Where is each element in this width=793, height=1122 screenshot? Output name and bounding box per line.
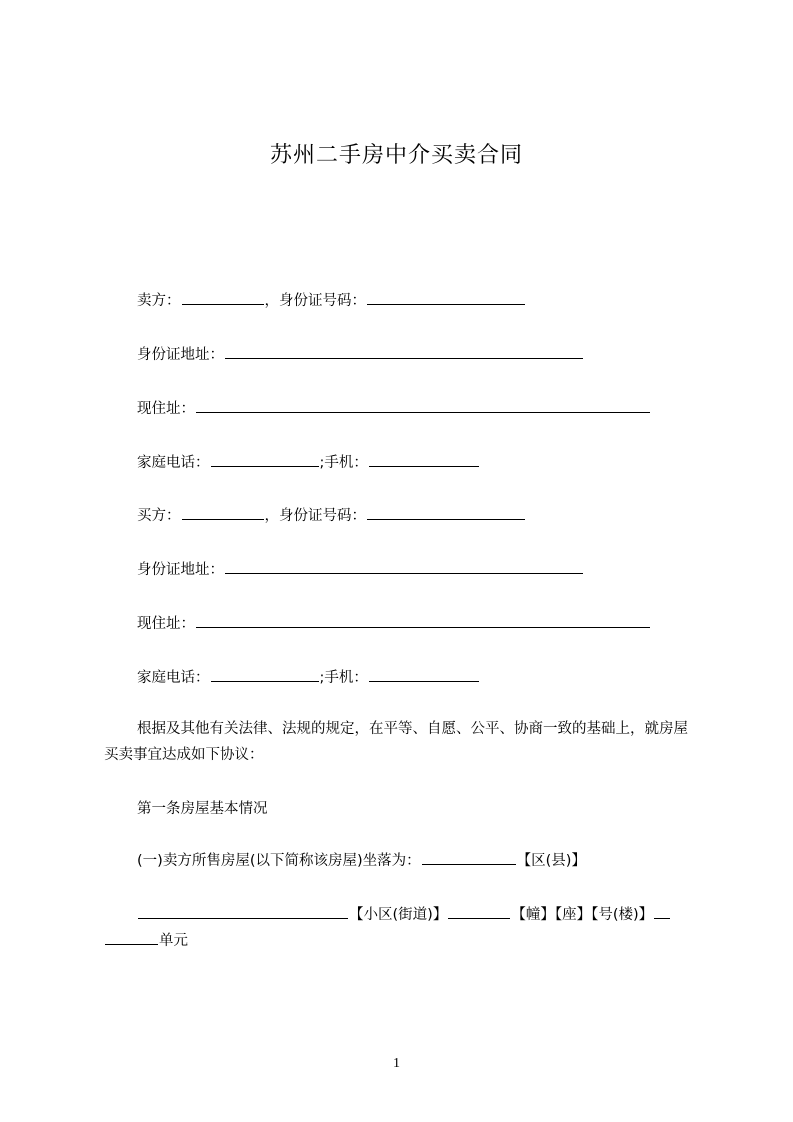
buyer-name-blank[interactable] (182, 505, 264, 520)
buyer-home-phone-label: 家庭电话： (137, 670, 210, 686)
seller-label: 卖方： (137, 293, 181, 309)
unit-label: 单元 (159, 933, 188, 949)
clause1-district-label: 【区(县)】 (516, 853, 586, 869)
buyer-id-number-blank[interactable] (367, 505, 525, 520)
page-title: 苏州二手房中介买卖合同 (269, 143, 523, 168)
seller-mobile-label: ;手机： (319, 455, 368, 471)
seller-current-address-label: 现住址： (137, 401, 195, 417)
buyer-current-address-row (137, 613, 651, 635)
address-detail-row (137, 904, 671, 926)
building-label: 【幢】【座】【号(楼)】 (511, 907, 654, 923)
seller-home-phone-label: 家庭电话： (137, 455, 210, 471)
seller-name-row (137, 290, 526, 312)
seller-current-address-row (137, 398, 651, 420)
community-label: 【小区(街道)】 (349, 907, 448, 923)
seller-id-number-label: ，身份证号码： (264, 293, 366, 309)
seller-id-number-blank[interactable] (367, 290, 525, 305)
address-detail-row-continued (104, 930, 188, 952)
buyer-home-phone-blank[interactable] (211, 667, 319, 682)
buyer-id-number-label: ，身份证号码： (264, 508, 366, 524)
seller-id-address-label: 身份证地址： (137, 347, 224, 363)
buyer-name-row (137, 505, 526, 527)
clause1-prefix: (一)卖方所售房屋(以下简称该房屋)坐落为： (137, 853, 421, 869)
seller-name-blank[interactable] (182, 290, 264, 305)
clause1-row (137, 850, 586, 872)
seller-id-address-row (137, 344, 584, 366)
seller-current-address-blank[interactable] (196, 398, 650, 413)
buyer-label: 买方： (137, 508, 181, 524)
page-number: 1 (393, 1056, 400, 1071)
buyer-mobile-blank[interactable] (369, 667, 479, 682)
buyer-id-address-label: 身份证地址： (137, 562, 224, 578)
buyer-id-address-blank[interactable] (225, 559, 583, 574)
preamble-paragraph: 根据及其他有关法律、法规的规定，在平等、自愿、公平、协商一致的基础上，就房屋买卖事宜达成如下协议： (104, 721, 688, 763)
buyer-mobile-label: ;手机： (319, 670, 368, 686)
buyer-phone-row (137, 667, 480, 689)
buyer-id-address-row (137, 559, 584, 581)
unit-blank-start[interactable] (654, 904, 670, 919)
clause1-district-blank[interactable] (422, 850, 516, 865)
buyer-current-address-label: 现住址： (137, 616, 195, 632)
seller-phone-row (137, 452, 480, 474)
seller-home-phone-blank[interactable] (211, 452, 319, 467)
article1-heading: 第一条房屋基本情况 (137, 801, 268, 817)
seller-id-address-blank[interactable] (225, 344, 583, 359)
building-blank[interactable] (448, 904, 510, 919)
seller-mobile-blank[interactable] (369, 452, 479, 467)
unit-blank-end[interactable] (105, 930, 158, 945)
buyer-current-address-blank[interactable] (196, 613, 650, 628)
community-blank[interactable] (138, 904, 348, 919)
